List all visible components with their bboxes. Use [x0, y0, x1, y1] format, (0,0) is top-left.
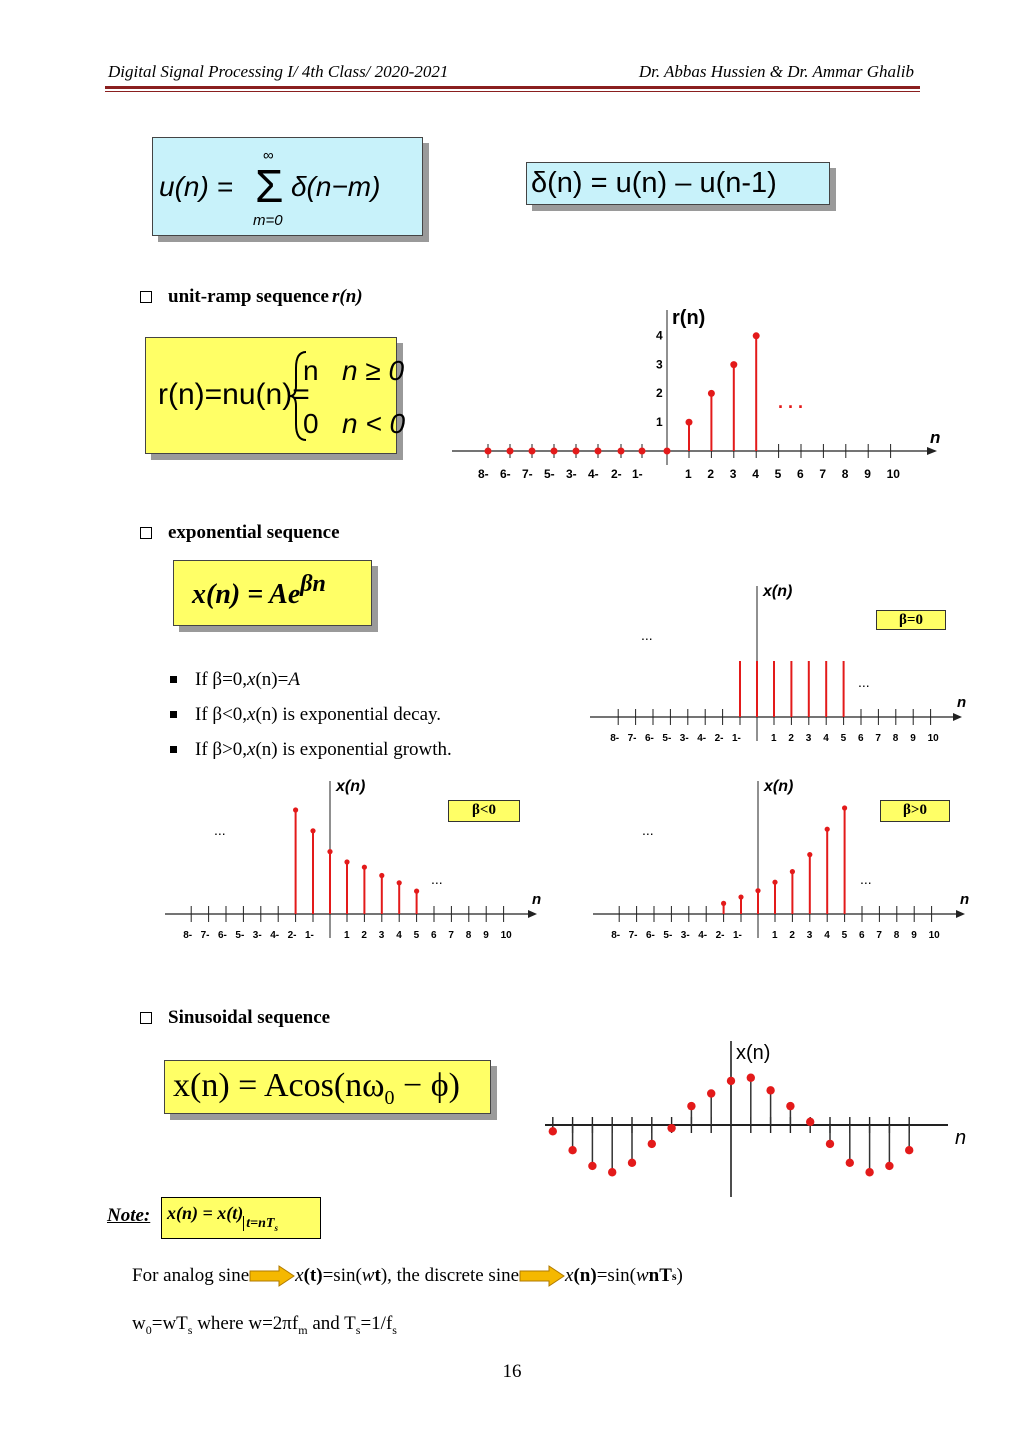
stem-point [826, 1140, 834, 1148]
sinusoid-chart [540, 1035, 980, 1205]
tick-label: 2 [361, 930, 367, 941]
tick-label: 1 [685, 467, 692, 481]
stem-point [807, 852, 812, 857]
sum-bottom: m=0 [253, 212, 283, 229]
ellipsis-left: ... [214, 822, 226, 838]
checkbox-icon [140, 527, 152, 539]
stem-point [608, 1168, 616, 1176]
y-tick-label: 2 [656, 386, 663, 401]
tick-label: 10 [886, 467, 900, 481]
ellipsis: . . . [778, 392, 804, 412]
tick-label: 3- [252, 930, 262, 941]
header-rule [105, 86, 920, 89]
ramp-case2-cond: n < 0 [342, 408, 406, 439]
ramp-case2: 0 [303, 408, 319, 439]
ellipsis-right: ... [858, 674, 870, 690]
tick-label: 9 [911, 930, 917, 941]
tick-label: 6- [646, 930, 655, 941]
tick-label: 6- [645, 733, 654, 744]
beta-positive-tag: β>0 [880, 800, 950, 822]
y-axis-label: x(n) [736, 1042, 771, 1064]
checkbox-icon [140, 1012, 152, 1024]
ramp-lhs: r(n)=nu(n)= [158, 378, 310, 411]
tick-label: 2- [715, 930, 725, 941]
stem-point [707, 1089, 715, 1097]
exponential-formula [173, 560, 372, 626]
tick-label: 7- [522, 467, 533, 481]
tick-label: 8- [183, 930, 193, 941]
stem-point [573, 448, 580, 455]
stem-point [588, 1162, 596, 1170]
tick-label: 8- [610, 733, 620, 744]
bullet-list [170, 662, 452, 767]
tick-label: 5- [663, 930, 673, 941]
unit-step-lhs: u(n) = [159, 171, 233, 202]
tick-label: 2- [714, 733, 724, 744]
tick-label: 1- [632, 467, 643, 481]
sin-base: x(n) = Acos(nω [173, 1067, 385, 1104]
tick-label: 10 [927, 733, 939, 744]
stem-point [529, 448, 536, 455]
tick-label: 3- [680, 930, 690, 941]
stem-point [755, 888, 760, 893]
header-right: Dr. Abbas Hussien & Dr. Ammar Ghalib [638, 62, 914, 81]
tick-label: 7- [627, 733, 637, 744]
stem-point [327, 849, 332, 854]
tick-label: 6 [797, 467, 804, 481]
ramp-formula [145, 337, 406, 454]
tick-label: 9 [864, 467, 871, 481]
unit-step-sum-formula [152, 137, 423, 236]
tick-label: 3 [729, 467, 737, 481]
ramp-section-title: unit-ramp sequence r(n) [140, 286, 363, 308]
x-axis-label: n [930, 428, 941, 447]
tick-label: 3 [805, 733, 812, 744]
stem-point [727, 1077, 735, 1085]
stem-point [753, 332, 760, 339]
bullet-item: If β=0, x (n)= A [170, 662, 452, 697]
tick-label: 10 [928, 930, 940, 941]
y-tick-label: 3 [656, 357, 663, 372]
tick-label: 5- [235, 930, 245, 941]
w0-line: $w_0=wT_s$ where $w=2\pi f_m$ and $T_s=1/f_s$ [132, 1313, 397, 1337]
sinusoid-formula [164, 1060, 491, 1114]
x-axis-arrow-icon [927, 447, 937, 455]
stem-point [568, 1146, 576, 1154]
tick-label: 9 [910, 733, 916, 744]
tick-label: 2 [788, 733, 794, 744]
ramp-chart [450, 300, 950, 490]
note-label: Note: [107, 1205, 151, 1226]
stem-point [551, 448, 558, 455]
tick-label: 9 [483, 930, 489, 941]
tick-label: 8- [611, 930, 621, 941]
bullet-item: If β<0, x (n) is exponential decay. [170, 697, 452, 732]
tick-label: 7 [876, 930, 882, 941]
x-axis-arrow-icon [528, 910, 537, 918]
exp-base: x(n) = Ae [192, 579, 301, 610]
sum-top: ∞ [263, 147, 274, 164]
tick-label: 3- [566, 467, 577, 481]
tick-label: 5 [413, 930, 420, 941]
y-tick-label: 1 [656, 415, 663, 429]
stem-point [686, 419, 693, 426]
stem-point [721, 901, 726, 906]
exp-power: βn [300, 571, 326, 597]
stem-point [772, 880, 777, 885]
stem-point [730, 361, 737, 368]
tick-label: 5- [544, 467, 555, 481]
y-axis-label: x(n) [763, 583, 793, 600]
tick-label: 1- [733, 930, 742, 941]
stem-point [806, 1118, 814, 1126]
stem-point [738, 894, 743, 899]
tick-label: 4- [588, 467, 599, 481]
stem-point [747, 1074, 755, 1082]
ellipsis-left: ... [641, 627, 653, 643]
x-axis-label: n [957, 694, 967, 711]
tick-label: 6- [500, 467, 511, 481]
stem-point [842, 805, 847, 810]
tick-label: 8 [893, 930, 900, 941]
tick-label: 7 [448, 930, 454, 941]
ramp-case1: n [303, 355, 319, 386]
tick-label: 4 [824, 930, 830, 941]
stem-point [549, 1127, 557, 1135]
tick-label: 8 [841, 467, 849, 481]
tick-label: 5- [662, 733, 672, 744]
stem-point [362, 865, 367, 870]
exp-section-title: exponential sequence [140, 522, 340, 544]
stem-point [687, 1102, 695, 1110]
stem-point [293, 807, 298, 812]
stem-point [790, 869, 795, 874]
x-axis-label: n [960, 891, 970, 908]
tick-label: 7 [875, 733, 881, 744]
tick-label: 2 [707, 467, 715, 481]
tick-label: 5 [840, 733, 847, 744]
right-arrow-icon [519, 1265, 565, 1287]
tick-label: 5 [774, 467, 782, 481]
stem-point [825, 827, 830, 832]
header-left: Digital Signal Processing I/ 4th Class/ 2020-2021 [108, 62, 449, 81]
ramp-case1-cond: n ≥ 0 [342, 355, 405, 386]
stem-point [397, 880, 402, 885]
bullet-icon [170, 746, 177, 753]
stem-point [414, 889, 419, 894]
tick-label: 1- [732, 733, 741, 744]
stem-point [507, 448, 514, 455]
tick-label: 3- [679, 733, 689, 744]
stem-point [885, 1162, 893, 1170]
ellipsis-left: ... [642, 822, 654, 838]
checkbox-icon [140, 291, 152, 303]
delta-formula [526, 162, 830, 205]
tick-label: 7- [200, 930, 210, 941]
y-axis-label: x(n) [336, 778, 366, 795]
stem-point [639, 448, 646, 455]
tick-label: 8 [892, 733, 899, 744]
stem-point [664, 448, 671, 455]
tick-label: 4 [396, 930, 402, 941]
tick-label: 6 [858, 733, 864, 744]
tick-label: 8- [478, 467, 489, 481]
tick-label: 2- [611, 467, 622, 481]
stem-point [905, 1146, 913, 1154]
tick-label: 2 [789, 930, 795, 941]
tick-label: 1 [771, 733, 777, 744]
stem-point [648, 1140, 656, 1148]
beta-zero-chart [585, 580, 975, 750]
beta-zero-tag: β=0 [876, 610, 946, 630]
tick-label: 6 [859, 930, 865, 941]
stem-point [344, 859, 349, 864]
tick-label: 3 [378, 930, 385, 941]
note-formula: $x(n) = x(t)_{t=nT_s}$ [161, 1197, 321, 1239]
x-axis-arrow-icon [953, 713, 962, 721]
y-axis-label: r(n) [672, 307, 706, 329]
bullet-item: If β>0, x (n) is exponential growth. [170, 732, 452, 767]
sin-tail: − ϕ) [394, 1067, 460, 1104]
stem-point [786, 1102, 794, 1110]
analog-discrete-line: For analog sine x (t) =sin( w t ), the discrete sine x (n) =sin( w nT s ) [132, 1265, 683, 1286]
tick-label: 1 [772, 930, 778, 941]
sum-sigma-icon: Σ [255, 160, 284, 212]
ellipsis-right: ... [860, 871, 872, 887]
tick-label: 4 [752, 467, 759, 481]
stem-point [667, 1124, 675, 1132]
tick-label: 1- [305, 930, 314, 941]
tick-label: 7- [628, 930, 638, 941]
tick-label: 5 [841, 930, 848, 941]
tick-label: 8 [465, 930, 472, 941]
ellipsis-right: ... [431, 871, 443, 887]
tick-label: 3 [806, 930, 813, 941]
stem-point [595, 448, 602, 455]
tick-label: 4- [270, 930, 280, 941]
tick-label: 6 [431, 930, 437, 941]
sin-section-title: Sinusoidal sequence [140, 1007, 330, 1029]
tick-label: 2- [287, 930, 297, 941]
stem-point [766, 1086, 774, 1094]
stem-point [708, 390, 715, 397]
stem-point [485, 448, 492, 455]
tick-label: 7 [819, 467, 827, 481]
x-axis-label: n [955, 1127, 967, 1149]
x-axis-label: n [532, 891, 542, 908]
delta-text: δ(n) = u(n) – u(n-1) [531, 167, 777, 199]
tick-label: 10 [500, 930, 512, 941]
x-axis-arrow-icon [956, 910, 965, 918]
header-rule-thin [105, 91, 920, 92]
sin-sub: 0 [384, 1086, 395, 1109]
stem-point [310, 828, 315, 833]
page-number: 16 [502, 1361, 522, 1382]
stem-point [846, 1159, 854, 1167]
tick-label: 6- [218, 930, 227, 941]
stem-point [865, 1168, 873, 1176]
sum-body: δ(n−m) [291, 171, 381, 202]
right-arrow-icon [249, 1265, 295, 1287]
bullet-icon [170, 676, 177, 683]
stem-point [618, 448, 625, 455]
y-tick-label: 4 [656, 328, 663, 343]
y-axis-label: x(n) [764, 778, 794, 795]
tick-label: 1 [344, 930, 350, 941]
bullet-icon [170, 711, 177, 718]
stem-point [628, 1159, 636, 1167]
tick-label: 4 [823, 733, 829, 744]
tick-label: 4- [697, 733, 707, 744]
tick-label: 4- [698, 930, 708, 941]
stem-point [379, 873, 384, 878]
beta-negative-tag: β<0 [448, 800, 520, 822]
